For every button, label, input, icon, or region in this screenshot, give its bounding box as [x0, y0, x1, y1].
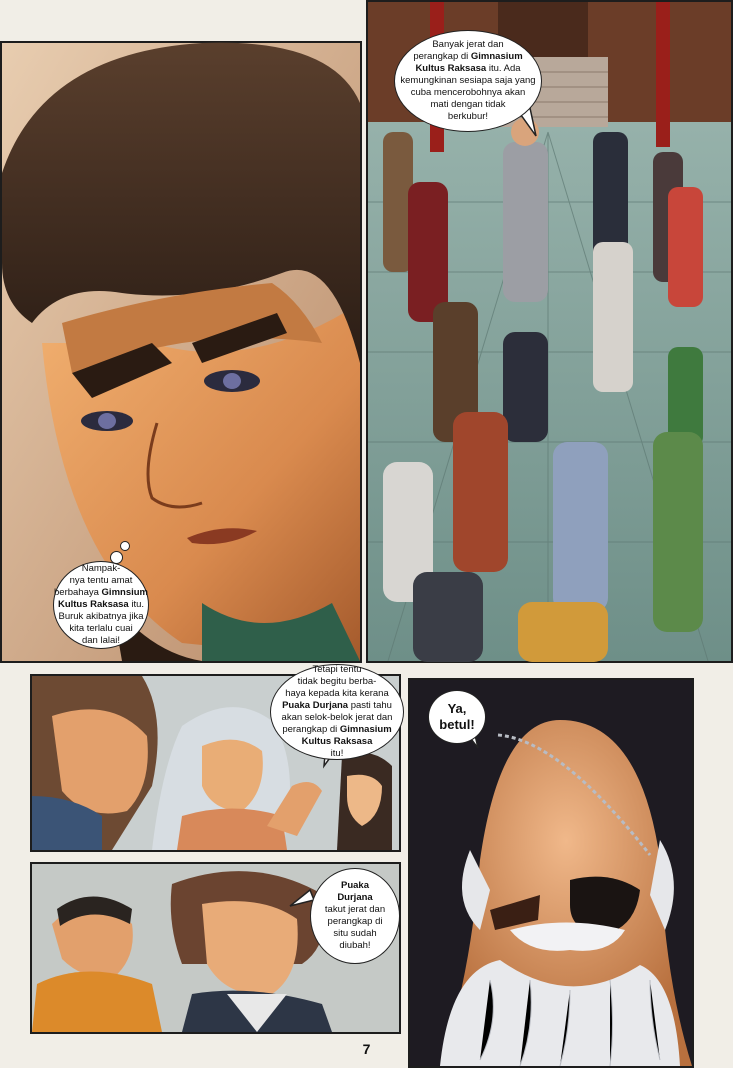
thought-dot-small: [120, 541, 130, 551]
speech-line: perangkap di: [282, 724, 338, 735]
speech-line: cuba mencerobohnya akan: [410, 87, 526, 98]
thought-line: itu.: [131, 599, 145, 610]
hall-speech-bubble: [394, 30, 542, 132]
duo-speech-bubble: [310, 868, 400, 964]
hero-face-art: [2, 43, 360, 661]
trio-speech-bubble: [270, 664, 404, 760]
speech-line: akan selok-belok jerat dan: [281, 712, 393, 723]
panel-hall: [366, 0, 733, 663]
speech-highlight: Gimnasium: [339, 724, 392, 735]
speech-line: situ sudah: [333, 928, 377, 939]
thought-line: kita terlalu cuai: [69, 623, 133, 634]
thought-highlight: Kultus Raksasa: [57, 599, 129, 610]
panel-old-master: [408, 678, 694, 1068]
speech-line: itu. Ada: [488, 63, 521, 74]
panel-duo: [30, 862, 401, 1034]
thought-line: nya tentu amat: [69, 575, 133, 586]
master-speech-bubble: [428, 690, 486, 744]
thought-line: Nampak-: [81, 563, 121, 574]
panel-hero-closeup: [0, 41, 362, 663]
speech-line: diubah!: [339, 940, 371, 951]
thought-line: dan lalai!: [81, 635, 121, 646]
panel-trio: [30, 664, 401, 852]
speech-line: perangkap di: [413, 51, 469, 62]
speech-line: betul!: [439, 717, 475, 732]
hero-thought-bubble: [53, 561, 149, 649]
speech-highlight: Puaka Durjana: [282, 700, 349, 711]
speech-line: Ya,: [447, 701, 467, 716]
thought-line: Buruk akibatnya jika: [58, 611, 144, 622]
speech-line: mati dengan tidak: [430, 99, 506, 110]
thought-line: berbahaya: [54, 587, 99, 598]
speech-line: takut jerat dan: [324, 904, 386, 915]
speech-line: perangkap di: [327, 916, 383, 927]
speech-line: Tetapi tentu: [312, 664, 362, 675]
page-number: 7: [362, 1041, 371, 1057]
speech-highlight: Kultus Raksasa: [415, 63, 487, 74]
speech-highlight: Kultus Raksasa: [301, 736, 373, 747]
speech-highlight: Durjana: [337, 892, 373, 903]
speech-line: Banyak jerat dan: [432, 39, 504, 50]
speech-line: itu!: [330, 748, 344, 759]
speech-line: haya kepada kita kerana: [285, 688, 389, 699]
speech-highlight: Puaka: [341, 880, 369, 891]
speech-line: tidak begitu berba-: [297, 676, 377, 687]
speech-line: pasti tahu: [350, 700, 392, 711]
speech-highlight: Gimnasium: [470, 51, 523, 62]
speech-line: berkubur!: [447, 111, 489, 122]
speech-line: kemungkinan sesiapa saja yang: [400, 75, 536, 86]
thought-highlight: Gimnsium: [101, 587, 148, 598]
